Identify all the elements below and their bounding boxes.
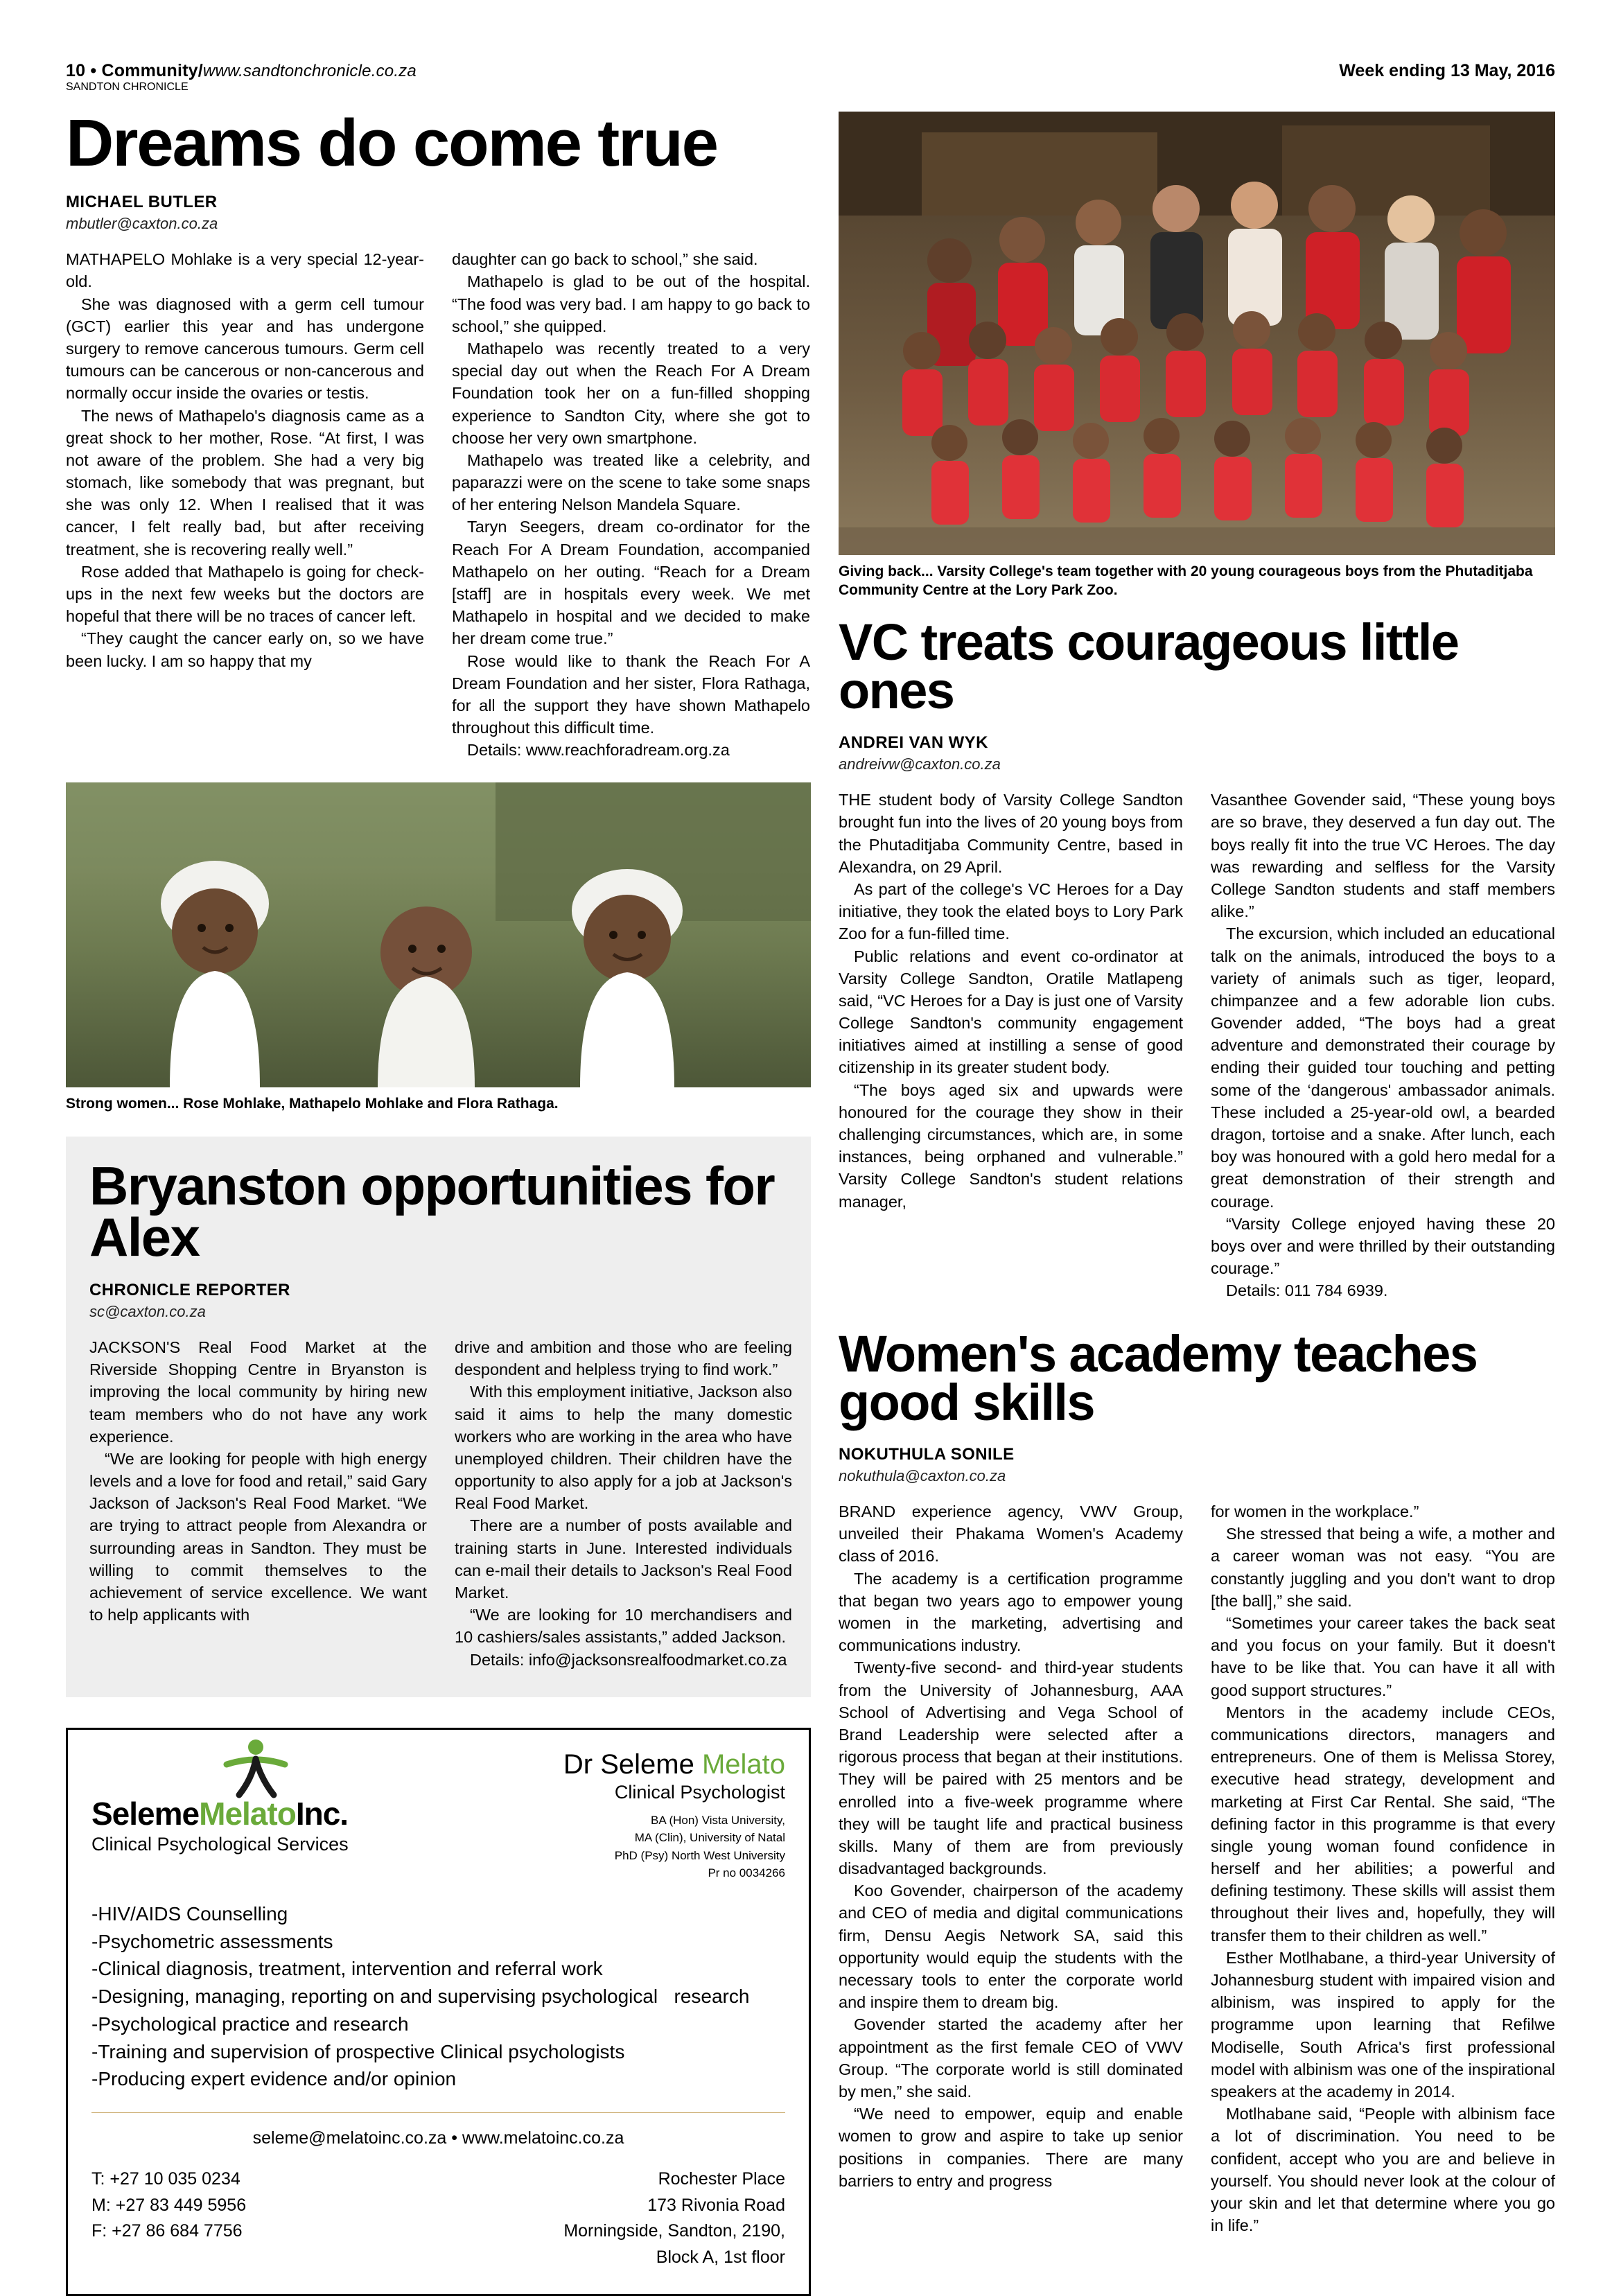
masthead-left (66, 61, 417, 81)
article1-photo (66, 782, 811, 1087)
paragraph: for women in the workplace.” (1211, 1502, 1419, 1521)
address-line: Morningside, Sandton, 2190, (563, 2221, 785, 2241)
paragraph: “We need to empower, equip and enable women to grow and aspire to take up senior positions in companies. There are many barriers to entry and progress (839, 2105, 1183, 2190)
article4-headline: Women's academy teaches good skills (839, 1324, 1478, 1431)
paragraph: Twenty-five second- and third-year students from the University of Johannesburg, AAA School of Advertising and Vega School of Brand Leadership were selected after a rigorous process that began at their institutions. They will be paired with 25 mentors and be enrolled into a five-week programme where they will be taught life and practical business skills. Many of them are from previously disadvantaged backgrounds. (839, 1658, 1183, 1878)
paragraph: The news of Mathapelo's diagnosis came as a great shock to her mother, Rose. “At first, I was not aware of the problem. She had a very big stomach, like somebody that was pregnant, but she was only 12. When I realised that it was cancer, I felt really bad, but after receiving treatment, she is recovering really well.” (66, 406, 424, 559)
article3-body (839, 789, 1555, 1302)
page-number-label: 10 • Community/ (66, 61, 203, 80)
article-bryanston-opportunities (66, 1137, 811, 1697)
article2-headline: Bryanston opportunities for Alex (89, 1155, 775, 1268)
paragraph: Details: www.reachforadream.org.za (467, 741, 730, 760)
qualification-line: PhD (Psy) North West University (614, 1848, 785, 1862)
article4-column-1 (839, 1500, 1183, 2236)
ad-logo-part1: Seleme (91, 1795, 200, 1832)
person-figure-icon (213, 1738, 296, 1802)
page-masthead (66, 0, 1555, 81)
paragraph: “Sometimes your career takes the back seat and you focus on your family. But it doesn't have to be like that. You can have it all with good support structures.” (1211, 1614, 1555, 1699)
paragraph: Details: info@jacksonsrealfoodmarket.co.za (470, 1650, 787, 1669)
ad-qualifications (563, 1812, 785, 1882)
article4-body (839, 1500, 1555, 2236)
page-content (66, 106, 1555, 2296)
article2-byline: CHRONICLE REPORTER (89, 1280, 290, 1299)
masthead-date: Week ending 13 May, 2016 (1339, 61, 1555, 80)
photo-three-women-illustration (66, 782, 811, 1087)
paragraph: “They caught the cancer early on, so we have been lucky. I am so happy that my (66, 629, 424, 670)
ad-header (91, 1749, 785, 1882)
article1-column-2 (452, 248, 810, 761)
phone-line: T: +27 10 035 0234 (91, 2169, 240, 2189)
article-vc-treats-courageous-little-ones (839, 613, 1555, 1302)
paragraph: “Varsity College enjoyed having these 20 boys over and were thrilled by their outstanding courage.” (1211, 1214, 1555, 1278)
advertisement-seleme-melato[interactable] (66, 1728, 811, 2296)
paragraph: Esther Motlhabane, a third-year University of Johannesburg student with impaired vision and albinism, was inspired to apply for the programme upon learning that Refilwe Modiselle, South Africa's first professional model with albinism was one of the inspirational speakers at the academy in 2014. (1211, 1948, 1555, 2101)
article3-byline: ANDREI VAN WYK (839, 733, 988, 753)
paragraph: Vasanthee Govender said, “These young boys are so brave, they deserved a fun day out. The boys really fit into the true VC Heroes. The day was rewarding and selfless for the Varsity College Sandton students and staff members alike.” (1211, 791, 1555, 921)
paragraph: She stressed that being a wife, a mother and a career woman was not easy. “You are constantly juggling and you don't want to drop [the ball],” she said. (1211, 1525, 1555, 1610)
ad-practitioner-name (563, 1749, 785, 1780)
left-column (66, 106, 811, 2296)
ad-phone-numbers (91, 2166, 246, 2270)
paragraph: Mathapelo was treated like a celebrity, and paparazzi were on the scene to take some snaps of her entering Nelson Mandela Square. (452, 450, 810, 514)
paragraph: drive and ambition and those who are feeling despondent and helpless trying to find work.” (455, 1338, 792, 1379)
photo-group-varsity-college-illustration (839, 112, 1555, 555)
ad-logo-part2: Melato (199, 1795, 296, 1832)
ad-logo-block (91, 1749, 480, 1855)
paragraph: BRAND experience agency, VWV Group, unveiled their Phakama Women's Academy class of 2016. (839, 1502, 1183, 1566)
ad-logo-text (91, 1795, 480, 1832)
paragraph: “We are looking for 10 merchandisers and 10 cashiers/sales assistants,” added Jackson. (455, 1606, 792, 1647)
paragraph: MATHAPELO Mohlake is a very special 12-year-old. (66, 250, 424, 291)
address-line: Rochester Place (658, 2169, 785, 2189)
service-item: -Psychological practice and research (91, 2013, 409, 2035)
article2-column-2 (455, 1336, 792, 1671)
article2-column-1 (89, 1336, 427, 1671)
paragraph: daughter can go back to school,” she said. (452, 250, 758, 269)
phone-line: F: +27 86 684 7756 (91, 2221, 243, 2241)
paragraph: “The boys aged six and upwards were honoured for the courage they show in their challenging circumstances, which are, in some instances, being orphaned and vulnerable.” Varsity College Sandton's student relations manager, (839, 1080, 1183, 1211)
article1-body (66, 248, 811, 761)
ad-logo-subtitle: Clinical Psychological Services (91, 1833, 349, 1855)
article4-byline: NOKUTHULA SONILE (839, 1445, 1015, 1464)
paragraph: The academy is a certification programme that began two years ago to empower young women in the marketing, advertising and communications industry. (839, 1569, 1183, 1655)
ad-practitioner-name-surname: Melato (701, 1749, 785, 1780)
service-item: -Clinical diagnosis, treatment, intervention and referral work (91, 1958, 603, 1980)
service-item: -Producing expert evidence and/or opinion (91, 2068, 457, 2090)
article2-body (89, 1336, 792, 1671)
paragraph: Mentors in the academy include CEOs, communications directors, managers and entrepreneurs. One of them is Melissa Storey, executive head strategy, development and marketing at First Car Rental. She said, “The defining factor in this programme is that every single young woman found confidence in herself and her abilities; a powerful and defining testimony. These skills will assist them throughout their lives and, hopefully, they will transfer them to their children as well.” (1211, 1703, 1555, 1945)
article-dreams-do-come-true (66, 106, 811, 1113)
article1-photo-caption: Strong women... Rose Mohlake, Mathapelo Mohlake and Flora Rathaga. (66, 1095, 559, 1112)
paragraph: The excursion, which included an educational talk on the animals, introduced the boys to a variety of animals such as tiger, leopard, chimpanzee and a few adorable lion cubs. Govender added, “The boys had a great adventure and demonstrated their courage by ending their guided tour touching and petting some of the ‘dangerous' ambassador animals. These included a 25-year-old owl, a bearded dragon, tortoise and a snake. After lunch, each boy was honoured with a gold hero medal for a great demonstration of their strength and courage. (1211, 924, 1555, 1211)
article1-column-1 (66, 248, 424, 761)
article4-column-2 (1211, 1500, 1555, 2236)
ad-contact-details (91, 2166, 785, 2270)
article1-headline: Dreams do come true (66, 106, 717, 180)
publication-title: SANDTON CHRONICLE (66, 81, 189, 93)
qualification-line: Pr no 0034266 (708, 1866, 785, 1880)
article3-byline-email: andreivw@caxton.co.za (839, 755, 1001, 773)
qualification-line: MA (Clin), University of Natal (634, 1831, 785, 1845)
ad-email-website[interactable]: seleme@melatoinc.co.za • www.melatoinc.co.za (91, 2112, 785, 2148)
paragraph: Taryn Seegers, dream co-ordinator for the Reach For A Dream Foundation, accompanied Mathapelo on her outing. “Reach for a Dream [staff] are in hospitals every week. We met Mathapelo in hospital and we decided to make her dream come true.” (452, 518, 810, 648)
paragraph: Mathapelo is glad to be out of the hospital. “The food was very bad. I am happy to go back to school,” she quipped. (452, 272, 810, 335)
article3-column-1 (839, 789, 1183, 1302)
masthead-website-url: www.sandtonchronicle.co.za (202, 62, 417, 80)
article3-photo-caption: Giving back... Varsity College's team together with 20 young courageous boys from the Phutaditjaba Community Centre at the Lory Park Zoo. (839, 563, 1533, 599)
ad-address (563, 2166, 785, 2270)
address-line: 173 Rivonia Road (647, 2195, 785, 2215)
ad-practitioner-name-prefix: Dr Seleme (563, 1749, 702, 1780)
article3-column-2 (1211, 789, 1555, 1302)
ad-services-list (91, 1900, 785, 2093)
paragraph: Motlhabane said, “People with albinism face a lot of discrimination. You need to be confident, accept who you are and believe in yourself. You should never look at the colour of your skin and let that determine where you go in life.” (1211, 2105, 1555, 2235)
paragraph: Koo Govender, chairperson of the academy and CEO of media and digital communications firm, Densu Aegis Network SA, said this opportunity would equip the students with the necessary tools to enter the corporate world and inspire them to dream big. (839, 1882, 1183, 2012)
paragraph: There are a number of posts available and training starts in June. Interested individuals can e-mail their details to Jackson's Real Food Market. (455, 1516, 792, 1602)
paragraph: Mathapelo was recently treated to a very special day out when the Reach For A Dream Foundation took her on a fun-filled shopping experience to Sandton City, where she got to choose her very own smartphone. (452, 339, 810, 447)
article1-byline: MICHAEL BUTLER (66, 193, 218, 212)
paragraph: THE student body of Varsity College Sandton brought fun into the lives of 20 young boys from the Phutaditjaba Community Centre, based in Alexandra, on 29 April. (839, 791, 1183, 876)
qualification-line: BA (Hon) Vista University, (651, 1813, 785, 1827)
article4-byline-email: nokuthula@caxton.co.za (839, 1467, 1006, 1485)
ad-logo-part3: Inc. (295, 1795, 349, 1832)
paragraph: Public relations and event co-ordinator at Varsity College Sandton, Oratile Matlapeng said, “VC Heroes for a Day is just one of Varsity College Sandton's community engagement initiatives aimed at instilling a sense of good citizenship in its greater student body. (839, 947, 1183, 1077)
article3-headline: VC treats courageous little ones (839, 613, 1459, 719)
paragraph: With this employment initiative, Jackson also said it aims to help the many domestic workers who are working in the area who have unemployed children. Their children have the opportunity to also apply for a job at Jackson's Real Food Market. (455, 1383, 792, 1513)
paragraph: Rose would like to thank the Reach For A Dream Foundation and her sister, Flora Rathaga, for all the support they have shown Mathapelo throughout this difficult time. (452, 651, 810, 737)
phone-line: M: +27 83 449 5956 (91, 2195, 247, 2215)
service-item: -Training and supervision of prospective Clinical psychologists (91, 2040, 625, 2062)
paragraph: JACKSON'S Real Food Market at the Riverside Shopping Centre in Bryanston is improving the local community by hiring new team members who do not have any work experience. (89, 1338, 427, 1446)
article-womens-academy (839, 1324, 1555, 2237)
service-item: -Psychometric assessments (91, 1930, 333, 1952)
paragraph: Rose added that Mathapelo is going for check-ups in the next few weeks but the doctors are hopeful that there will be no traces of cancer left. (66, 562, 424, 626)
paragraph: She was diagnosed with a germ cell tumour (GCT) earlier this year and has undergone surgery to remove cancerous tumours. Germ cell tumours can be cancerous or non-cancerous and normally occur inside the ovaries or testis. (66, 295, 424, 403)
service-item: -Designing, managing, reporting on and supervising psychological research (91, 1986, 750, 2008)
ad-practitioner-block (563, 1749, 785, 1882)
article3-photo (839, 112, 1555, 555)
article1-byline-email: mbutler@caxton.co.za (66, 215, 218, 233)
article2-byline-email: sc@caxton.co.za (89, 1302, 206, 1320)
address-line: Block A, 1st floor (656, 2247, 785, 2267)
right-column (839, 112, 1555, 2296)
paragraph: Govender started the academy after her appointment as the first female CEO of VWV Group. “The corporate world is still dominated by men,” she said. (839, 2015, 1183, 2101)
paragraph: Details: 011 784 6939. (1226, 1281, 1388, 1300)
ad-practitioner-role: Clinical Psychologist (614, 1781, 785, 1803)
service-item: -HIV/AIDS Counselling (91, 1902, 288, 1925)
paragraph: “We are looking for people with high energy levels and a love for food and retail,” said Gary Jackson of Jackson's Real Food Market. “We are trying to attract people from Alexandra or surrounding areas in Sandton. They must be willing to commit themselves to the achievement of service excellence. We want to help applicants with (89, 1449, 427, 1624)
paragraph: As part of the college's VC Heroes for a Day initiative, they took the elated boys to Lory Park Zoo for a fun-filled time. (839, 879, 1183, 943)
